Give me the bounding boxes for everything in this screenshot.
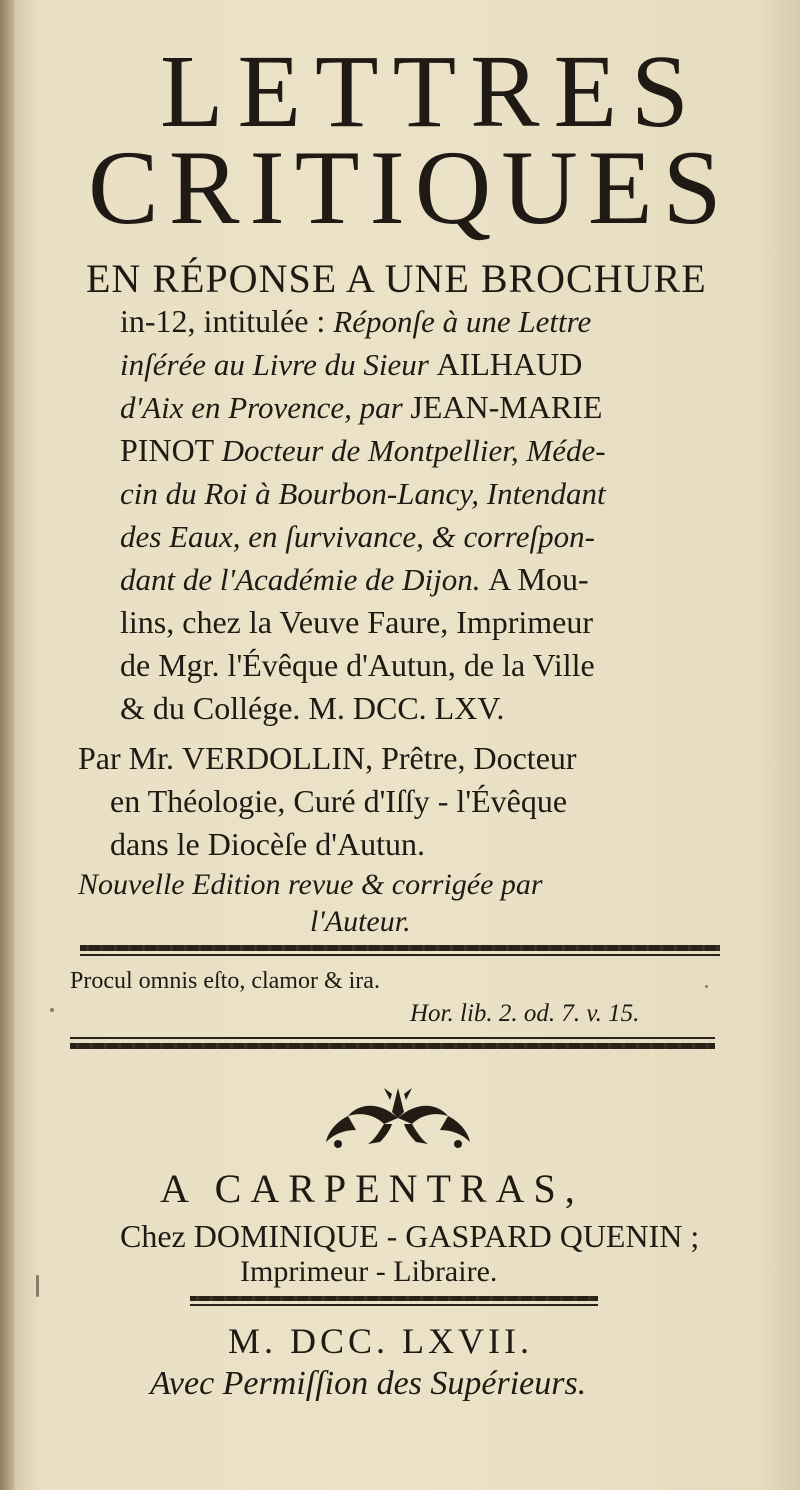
description-l2-italic: inſérée au Livre du Sieur xyxy=(120,347,437,382)
author-line-2: en Théologie, Curé d'Iſſy - l'Évêque xyxy=(110,783,568,819)
author-line-1 xyxy=(78,737,577,780)
ornament-fleuron-icon xyxy=(318,1082,478,1152)
description-l7-italic: dant de l'Académie de Dijon. xyxy=(120,562,489,597)
author-line-3: dans le Diocèſe d'Autun. xyxy=(110,826,426,862)
description-l3-roman: JEAN-MARIE xyxy=(410,389,603,425)
author-suffix: , Prêtre, Docteur xyxy=(365,740,577,776)
description-l1-roman: in-12, intitulée : xyxy=(120,303,334,339)
title-line-1: LETTRES xyxy=(160,34,703,149)
subtitle: EN RÉPONSE A UNE BROCHURE xyxy=(86,256,707,301)
description-l4-roman: PINOT xyxy=(120,432,222,468)
imprint-date: M. DCC. LXVII. xyxy=(228,1321,533,1361)
description-line-10: & du Collége. M. DCC. LXV. xyxy=(120,690,505,726)
description-line-1 xyxy=(120,300,591,343)
description-l4-italic: Docteur de Montpellier, Méde- xyxy=(221,433,606,468)
description-line-4 xyxy=(120,429,606,472)
imprint-printer-name: DOMINIQUE - GASPARD QUENIN ; xyxy=(193,1218,700,1254)
imprint-printer-line xyxy=(120,1218,699,1255)
rule-imprint xyxy=(190,1296,598,1301)
description-l7-roman: A Mou- xyxy=(488,561,589,597)
author-prefix: Par Mr. xyxy=(78,740,182,776)
title-line-2: CRITIQUES xyxy=(88,129,732,246)
description-l1-italic: Réponſe à une Lettre xyxy=(333,304,592,339)
rule-top xyxy=(80,945,720,951)
description-line-3 xyxy=(120,386,602,429)
binding-gutter xyxy=(0,0,14,1490)
imprint-city: A CARPENTRAS, xyxy=(160,1166,584,1211)
imprint-chez: Chez xyxy=(120,1218,194,1254)
edition-line-2: l'Auteur. xyxy=(310,905,411,938)
author-name: VERDOLLIN xyxy=(182,740,366,776)
edition-line-1: Nouvelle Edition revue & corrigée par xyxy=(78,868,543,901)
description-line-6: des Eaux, en ſurvivance, & correſpon- xyxy=(120,519,595,554)
rule-bottom xyxy=(70,1043,715,1049)
description-line-7 xyxy=(120,558,589,601)
imprint-printer-role: Imprimeur - Libraire. xyxy=(240,1255,498,1288)
description-l2-roman: AILHAUD xyxy=(436,346,583,382)
epigraph-quote: Procul omnis eſto, clamor & ira. xyxy=(70,968,380,994)
rule-imprint-thin xyxy=(190,1304,598,1306)
rule-bottom-thin xyxy=(70,1037,715,1039)
imprint-permission: Avec Permiſſion des Supérieurs. xyxy=(150,1365,587,1402)
paper-fleck xyxy=(50,1008,54,1012)
rule-top-thin xyxy=(80,954,720,956)
paper-fleck xyxy=(36,1275,39,1297)
description-line-2 xyxy=(120,343,582,386)
paper-fleck xyxy=(705,985,708,988)
description-line-5: cin du Roi à Bourbon-Lancy, Intendant xyxy=(120,476,606,511)
description-l3-italic: d'Aix en Provence, par xyxy=(120,390,411,425)
epigraph-source: Hor. lib. 2. od. 7. v. 15. xyxy=(410,1000,640,1027)
description-line-9: de Mgr. l'Évêque d'Autun, de la Ville xyxy=(120,647,595,683)
description-line-8: lins, chez la Veuve Faure, Imprimeur xyxy=(120,604,594,640)
